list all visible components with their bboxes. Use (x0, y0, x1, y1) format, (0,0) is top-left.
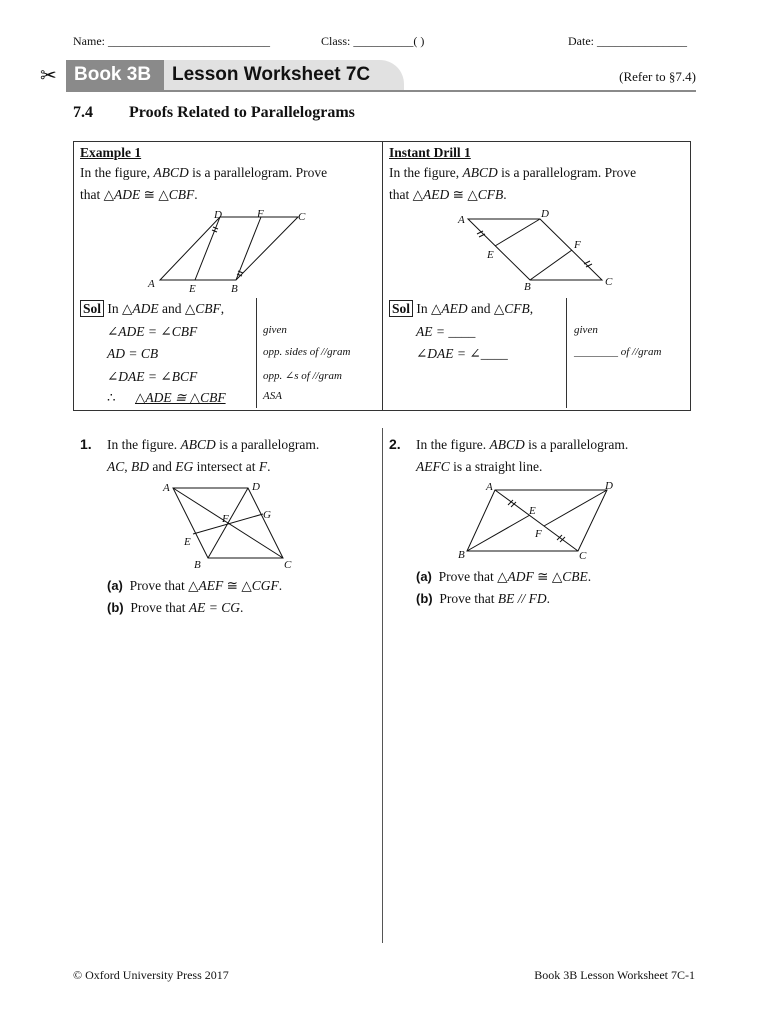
drill-step-1[interactable]: AE = ____ (416, 324, 476, 339)
question-1-line2: AC, BD and EG intersect at F. (107, 459, 271, 474)
label-E: E (487, 249, 494, 261)
book-label: Book 3B (74, 64, 152, 85)
worksheet-header (66, 60, 696, 92)
part-a-label: (a) (107, 578, 123, 593)
label-F: F (574, 239, 581, 251)
sol-label: Sol (80, 300, 104, 317)
label-B: B (524, 281, 531, 293)
drill-solution-intro: Sol In △AED and △CFB, (389, 298, 533, 320)
question-1-figure (158, 478, 298, 573)
label-E: E (529, 505, 536, 517)
label-F: F (222, 513, 229, 525)
scissors-icon: ✂ (40, 65, 57, 87)
example-reason-3: opp. ∠s of //gram (263, 370, 342, 382)
footer-copyright: © Oxford University Press 2017 (73, 968, 229, 982)
part-b-label: (b) (416, 591, 433, 606)
question-1a: (a) Prove that △AEF ≅ △CGF. (107, 578, 283, 593)
label-D: D (605, 480, 613, 492)
drill-segment-BF (530, 250, 572, 280)
label-F: F (535, 528, 542, 540)
name-field: Name: ___________________________ (73, 34, 270, 48)
lesson-title: Lesson Worksheet 7C (172, 64, 371, 85)
question-divider (382, 428, 383, 943)
example-solution-intro: Sol In △ADE and △CBF, (80, 298, 224, 320)
label-B: B (231, 283, 238, 295)
example-heading: Example 1 (80, 145, 142, 160)
question-1-number: 1. (80, 436, 92, 452)
reference-note: (Refer to §7.4) (619, 69, 696, 84)
drill-heading: Instant Drill 1 (389, 145, 471, 160)
example-reason-4: ASA (263, 390, 282, 402)
question-2a: (a) Prove that △ADF ≅ △CBE. (416, 569, 592, 584)
drill-reason-1: given (574, 324, 598, 336)
label-C: C (579, 550, 587, 562)
label-C: C (284, 559, 292, 571)
header-rule (66, 90, 696, 92)
example-solution-bar (256, 298, 257, 408)
example-statement-line1: In the figure, ABCD is a parallelogram. Prove (80, 165, 328, 180)
drill-step-2[interactable]: ∠DAE = ∠____ (416, 346, 508, 361)
label-C: C (298, 211, 306, 223)
example-figure (140, 205, 320, 297)
label-B: B (194, 559, 201, 571)
label-E: E (189, 283, 196, 295)
question-2-line1: In the figure. ABCD is a parallelogram. (416, 437, 629, 452)
part-a-label: (a) (416, 569, 432, 584)
example-segment-DE (195, 217, 220, 280)
label-D: D (214, 209, 222, 221)
drill-figure (450, 205, 625, 297)
example-segment-BF (236, 217, 261, 280)
example-conclusion: △ADE ≅ △CBF (135, 390, 226, 405)
label-F: F (257, 208, 264, 220)
q2-segment-FD (544, 490, 607, 526)
question-2b: (b) Prove that BE // FD. (416, 591, 550, 606)
example-reason-2: opp. sides of //gram (263, 346, 351, 358)
part-b-label: (b) (107, 600, 124, 615)
question-1b: (b) Prove that AE = CG. (107, 600, 244, 615)
label-A: A (458, 214, 465, 226)
example-statement-line2: that △ADE ≅ △CBF. (80, 187, 198, 202)
label-E: E (184, 536, 191, 548)
section-title: Proofs Related to Parallelograms (129, 104, 355, 121)
label-D: D (252, 481, 260, 493)
drill-statement-line2: that △AED ≅ △CFB. (389, 187, 507, 202)
question-1-line1: In the figure. ABCD is a parallelogram. (107, 437, 320, 452)
label-A: A (163, 482, 170, 494)
class-field: Class: __________( ) (321, 34, 425, 48)
label-B: B (458, 549, 465, 561)
label-D: D (541, 208, 549, 220)
question-2-line2: AEFC is a straight line. (416, 459, 543, 474)
example-step-2: AD = CB (107, 346, 159, 361)
sol-label: Sol (389, 300, 413, 317)
question-2-figure (452, 478, 627, 568)
therefore-symbol: ∴ (107, 390, 116, 405)
label-A: A (148, 278, 155, 290)
example-reason-1: given (263, 324, 287, 336)
example-step-1: ∠ADE = ∠CBF (107, 324, 198, 339)
drill-reason-2[interactable]: ________ of //gram (574, 346, 662, 358)
drill-solution-bar (566, 298, 567, 408)
footer-page-label: Book 3B Lesson Worksheet 7C-1 (534, 968, 695, 982)
drill-segment-DE (495, 219, 540, 246)
question-2-number: 2. (389, 436, 401, 452)
example-step-3: ∠DAE = ∠BCF (107, 369, 198, 384)
drill-statement-line1: In the figure, ABCD is a parallelogram. Prove (389, 165, 637, 180)
label-G: G (263, 509, 271, 521)
label-A: A (486, 481, 493, 493)
example-divider (382, 141, 383, 411)
example-parallelogram (160, 217, 298, 280)
q2-segment-BE (467, 515, 530, 551)
q2-diagonal-AC (495, 490, 578, 551)
date-field: Date: _______________ (568, 34, 687, 48)
section-number: 7.4 (73, 104, 93, 121)
label-C: C (605, 276, 613, 288)
